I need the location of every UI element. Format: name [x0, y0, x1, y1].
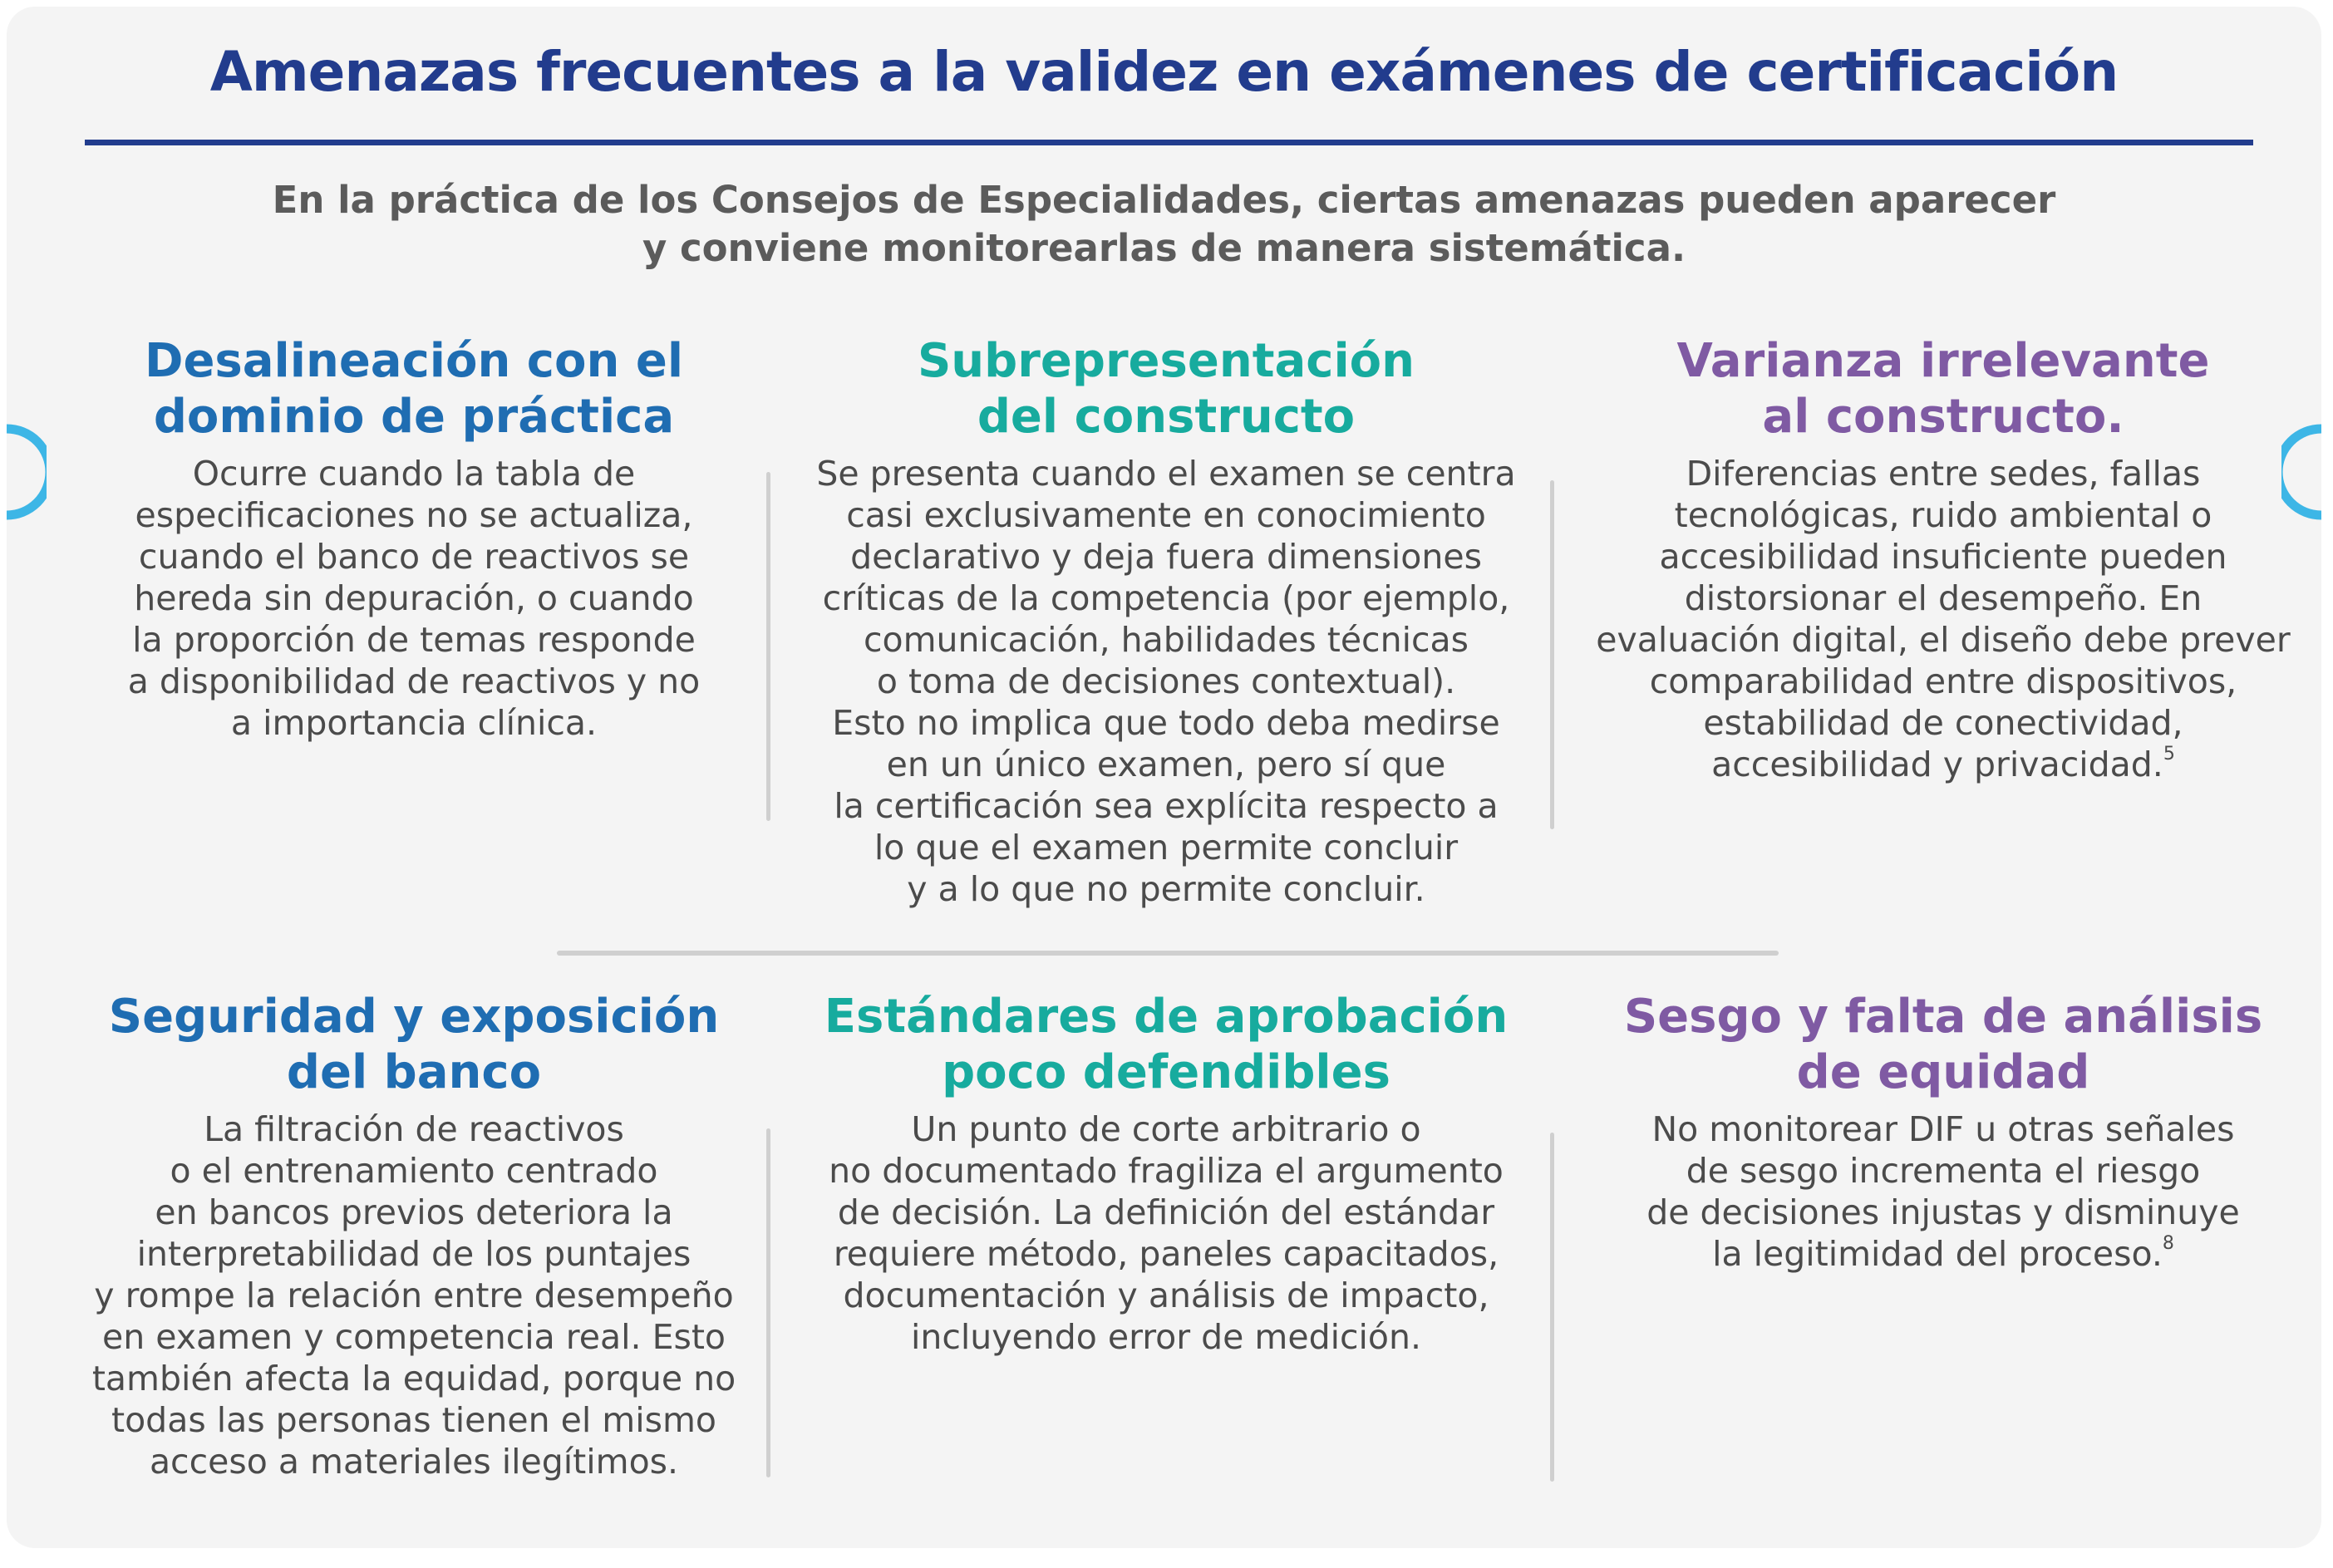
threat-desalineacion	[57, 333, 771, 744]
body-line: y a lo que no permite concluir.	[907, 869, 1425, 909]
heading-line: Desalineación con el	[144, 334, 684, 388]
column-divider	[1550, 480, 1554, 829]
body-line: Un punto de corte arbitrario o	[911, 1109, 1421, 1149]
body-line: en examen y competencia real. Esto	[102, 1317, 726, 1357]
threat-varianza	[1569, 333, 2317, 785]
threat-body	[1569, 1108, 2317, 1275]
heading-line: Seguridad y exposición	[108, 990, 720, 1044]
heading-line: del banco	[286, 1045, 542, 1099]
body-line: críticas de la competencia (por ejemplo,	[822, 578, 1510, 618]
body-line: Se presenta cuando el examen se centra	[816, 454, 1516, 494]
threat-body	[792, 1108, 1540, 1358]
threat-heading	[792, 333, 1540, 445]
body-line: comunicación, habilidades técnicas	[863, 620, 1469, 660]
body-line: en bancos previos deteriora la	[155, 1192, 673, 1232]
heading-line: al constructo.	[1762, 390, 2124, 444]
heading-line: Varianza irrelevante	[1676, 334, 2210, 388]
threat-heading	[57, 989, 771, 1100]
body-line: de decisiones injustas y disminuye	[1646, 1192, 2240, 1232]
body-line: comparabilidad entre dispositivos,	[1649, 661, 2237, 701]
page-title: Amenazas frecuentes a la validez en exámenes de certificación	[209, 40, 2119, 104]
body-line: Ocurre cuando la tabla de	[192, 454, 636, 494]
body-line: documentación y análisis de impacto,	[843, 1276, 1489, 1315]
threat-body	[792, 453, 1540, 910]
body-line: declarativo y deja fuera dimensiones	[850, 537, 1482, 577]
threat-heading	[57, 333, 771, 445]
body-line: interpretabilidad de los puntajes	[136, 1234, 692, 1274]
body-line: hereda sin depuración, o cuando	[134, 578, 694, 618]
body-line: también afecta la equidad, porque no	[91, 1359, 736, 1398]
intro-line: y conviene monitorearlas de manera sistemática.	[642, 226, 1686, 270]
body-line: Esto no implica que todo deba medirse	[832, 703, 1500, 743]
body-line: la certificación sea explícita respecto a	[834, 786, 1499, 826]
threat-estandares	[792, 989, 1540, 1358]
body-line: incluyendo error de medición.	[910, 1317, 1422, 1357]
threat-body	[57, 453, 771, 744]
body-line: evaluación digital, el diseño debe prever	[1596, 620, 2291, 660]
body-line: casi exclusivamente en conocimiento	[846, 495, 1486, 535]
body-line: de decisión. La definición del estándar	[837, 1192, 1495, 1232]
intro-text	[7, 176, 2321, 273]
heading-line: poco defendibles	[942, 1045, 1390, 1099]
body-line: no documentado fragiliza el argumento	[829, 1151, 1504, 1191]
heading-line: Subrepresentación	[917, 334, 1415, 388]
body-line: a importancia clínica.	[230, 703, 598, 743]
threat-subrepresentacion	[792, 333, 1540, 910]
body-line: distorsionar el desempeño. En	[1684, 578, 2203, 618]
heading-line: dominio de práctica	[153, 390, 675, 444]
heading-line: Sesgo y falta de análisis	[1623, 990, 2263, 1044]
body-line: cuando el banco de reactivos se	[138, 537, 690, 577]
body-line: o el entrenamiento centrado	[170, 1151, 658, 1191]
body-line	[1569, 1233, 2317, 1275]
body-line: acceso a materiales ilegítimos.	[149, 1442, 679, 1482]
body-line-text: accesibilidad y privacidad.	[1711, 745, 2163, 784]
body-line	[1569, 744, 2317, 785]
body-line: la proporción de temas responde	[132, 620, 696, 660]
threat-body	[1569, 453, 2317, 785]
body-line: lo que el examen permite concluir	[874, 828, 1459, 868]
heading-line: Estándares de aprobación	[824, 990, 1509, 1044]
body-line: todas las personas tienen el mismo	[111, 1400, 716, 1440]
row-divider	[557, 951, 1779, 956]
reference-superscript: 8	[2162, 1233, 2174, 1254]
body-line: de sesgo incrementa el riesgo	[1686, 1151, 2201, 1191]
threat-seguridad	[57, 989, 771, 1482]
body-line: o toma de decisiones contextual).	[876, 661, 1456, 701]
body-line: especificaciones no se actualiza,	[135, 495, 693, 535]
threat-sesgo	[1569, 989, 2317, 1275]
body-line: a disponibilidad de reactivos y no	[127, 661, 701, 701]
column-divider	[1550, 1133, 1554, 1482]
column-divider	[766, 1128, 770, 1477]
body-line: en un único examen, pero sí que	[886, 745, 1446, 784]
threat-heading	[792, 989, 1540, 1100]
body-line: tecnológicas, ruido ambiental o	[1674, 495, 2212, 535]
body-line: y rompe la relación entre desempeño	[94, 1276, 734, 1315]
body-line: Diferencias entre sedes, fallas	[1686, 454, 2201, 494]
title-underline	[85, 140, 2253, 145]
threat-heading	[1569, 989, 2317, 1100]
body-line: estabilidad de conectividad,	[1703, 703, 2183, 743]
body-line: La filtración de reactivos	[204, 1109, 624, 1149]
threat-body	[57, 1108, 771, 1482]
heading-line: del constructo	[977, 390, 1356, 444]
body-line: accesibilidad insuficiente pueden	[1659, 537, 2227, 577]
infographic-card	[7, 7, 2321, 1548]
reference-superscript: 5	[2163, 744, 2175, 764]
body-line: requiere método, paneles capacitados,	[833, 1234, 1499, 1274]
threat-heading	[1569, 333, 2317, 445]
body-line-text: la legitimidad del proceso.	[1712, 1234, 2163, 1274]
intro-line: En la práctica de los Consejos de Especialidades, ciertas amenazas pueden aparecer	[272, 178, 2056, 222]
heading-line: de equidad	[1796, 1045, 2090, 1099]
body-line: No monitorear DIF u otras señales	[1651, 1109, 2235, 1149]
left-arc-icon	[7, 422, 47, 522]
column-divider	[766, 472, 770, 821]
